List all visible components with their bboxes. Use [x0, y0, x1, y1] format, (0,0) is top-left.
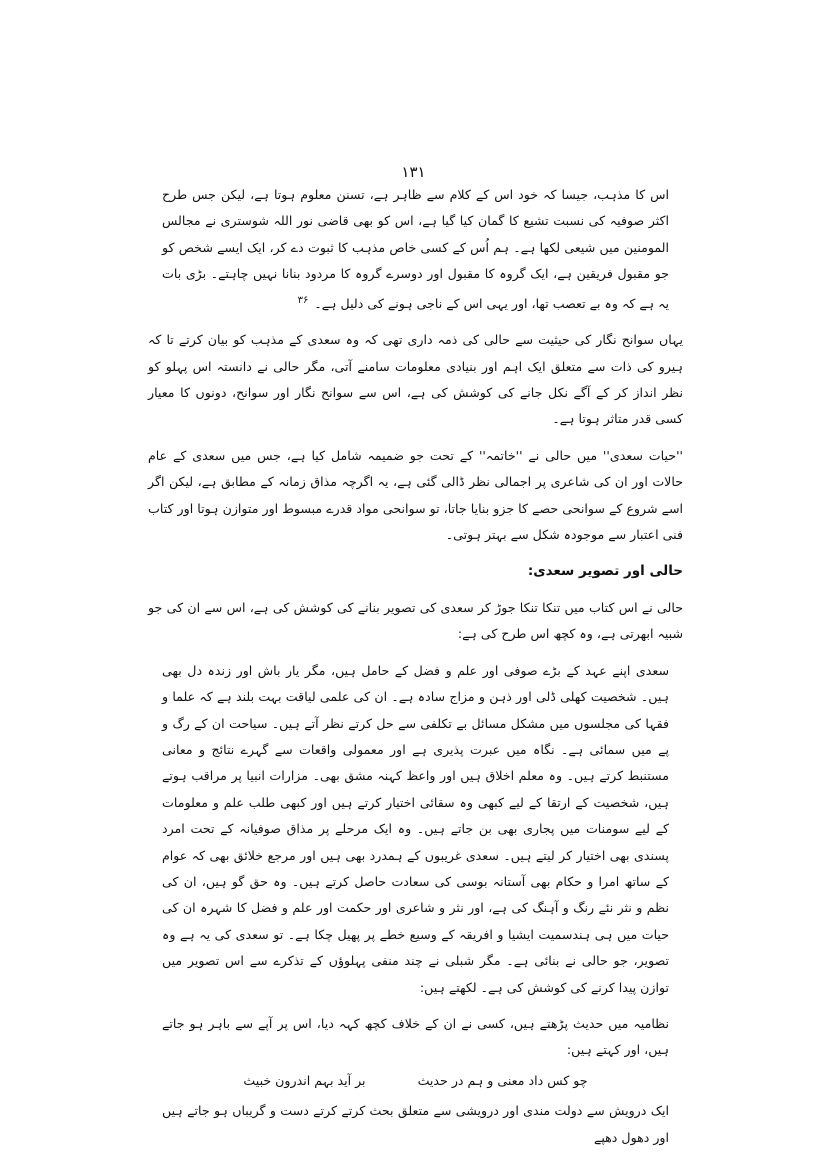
verse-hemistich: بر آید بہم اندرون خبیث [243, 1072, 366, 1088]
verse-hemistich: چو کس داد معنی و ہم در حدیث [417, 1072, 588, 1088]
page-body [148, 182, 683, 1151]
page-number: ۱۳۱ [401, 163, 426, 181]
quote-paragraph: سعدی اپنے عہد کے بڑے صوفی اور علم و فضل کے حامل ہیں، مگر یار باش اور زندہ دل بھی ہیں۔ شخصیت کھلی ڈلی اور ذہن و مزاج سادہ ہے۔ ان کی علمی لیاقت بہت بلند ہے کہ علما و فقہا کی مجلسوں میں مشکل مسائل بے تکلفی سے حل کرتے نظر آتے ہیں۔ سیاحت ان کے رگ و پے میں سمائی ہے۔ نگاہ میں عبرت پذیری ہے اور معمولی واقعات سے گہرے نتائج و معانی مستنبط کرتے ہیں۔ وہ معلم اخلاق ہیں اور واعظ کہنہ مشق بھی۔ مزارات انبیا پر مراقب ہوتے ہیں، شخصیت کے ارتقا کے لیے کبھی وہ سقائی اختیار کرتے ہیں اور کبھی طلب علم و معلومات کے لیے سومنات میں پجاری بھی بن جاتے ہیں۔ وہ ایک مرحلے پر مذاق صوفیانہ کے تحت امرد پسندی بھی اختیار کر لیتے ہیں۔ سعدی غریبوں کے ہمدرد بھی ہیں اور مرجع خلائق بھی کہ عوام کے ساتھ امرا و حکام بھی آستانہ بوسی کی سعادت حاصل کرتے ہیں۔ وہ حق گو ہیں، ان کی نظم و نثر نئے رنگ و آہنگ کی ہے، اور نثر و شاعری اور حکمت اور علم و فضل کا شہرہ ان کی حیات میں ہی ہندسمیت ایشیا و افریقہ کے وسیع خطے پر پھیل چکا ہے۔ تو سعدی کی یہ ہے وہ تصویر، جو حالی نے بنائی ہے۔ مگر شبلی نے چند منفی پہلوؤں کے تذکرے سے اس تصویر میں توازن پیدا کرنے کی کوشش کی ہے۔ لکھتے ہیں: [162, 662, 669, 995]
paragraph: ''حیات سعدی'' میں حالی نے ''خاتمہ'' کے تحت جو ضمیمہ شامل کیا ہے، جس میں سعدی کے عام حالات اور ان کی شاعری پر اجمالی نظر ڈالی گئی ہے، یہ اگرچہ مذاق زمانہ کے مطابق ہے، لیکن اگر اسے شروع کے سوانحی حصے کا جزو بنایا جاتا، تو سوانحی مواد قدرے مبسوط اور متوازن ہوتا اور کتاب فنی اعتبار سے موجودہ شکل سے بہتر ہوتی۔ [148, 447, 683, 543]
paragraph: یہاں سوانح نگار کی حیثیت سے حالی کی ذمہ داری تھی کہ وہ سعدی کے مذہب کو بیان کرتے تا کہ ہیرو کی ذات سے متعلق ایک اہم اور بنیادی معلومات سامنے آتی، مگر حالی نے دانستہ اس پہلو کو نظر انداز کر کے آگے نکل جانے کی کوشش کی ہے، اس سے سوانح نگار اور سوانح، دونوں کا معیار کسی قدر متاثر ہوتا ہے۔ [148, 332, 683, 427]
paragraph: حالی نے اس کتاب میں تنکا تنکا جوڑ کر سعدی کی تصویر بنانے کی کوشش کی ہے، اس سے ان کی جو شبیہ ابھرتی ہے، وہ کچھ اس طرح کی ہے: [148, 599, 683, 642]
quote-paragraph: اس کا مذہب، جیسا کہ خود اس کے کلام سے ظاہر ہے، تسنن معلوم ہوتا ہے، لیکن جس طرح اکثر صوفیہ کی نسبت تشیع کا گمان کیا گیا ہے، اس کو بھی قاضی نور اللہ شوستری نے مجالس المومنین میں شیعی لکھا ہے۔ ہم اُس کے کسی خاص مذہب کا ثبوت دے کر، ایک ایسے شخص کو جو مقبول فریقین ہے، ایک گروہ کا مقبول اور دوسرے گروہ کا مردود بنانا نہیں چاہتے۔ بڑی بات یہ ہے کہ وہ بے تعصب تھا، اور یہی اس کے ناجی ہونے کی دلیل ہے۔$^{۳۶}$ [162, 187, 669, 311]
footnote-marker: ۳۶ [297, 294, 309, 306]
quote-paragraph: ایک درویش سے دولت مندی اور درویشی سے متعلق بحث کرتے کرتے دست و گریباں ہو جاتے ہیں اور دھول دھپے [162, 1103, 669, 1145]
persian-verse [148, 1068, 683, 1094]
section-heading: حالی اور تصویر سعدی: [527, 563, 683, 580]
quote-paragraph: نظامیہ میں حدیث پڑھتے ہیں، کسی نے ان کے خلاف کچھ کہہ دیا، اس پر آپے سے باہر ہو جاتے ہیں، اور کہتے ہیں: [162, 1015, 669, 1058]
